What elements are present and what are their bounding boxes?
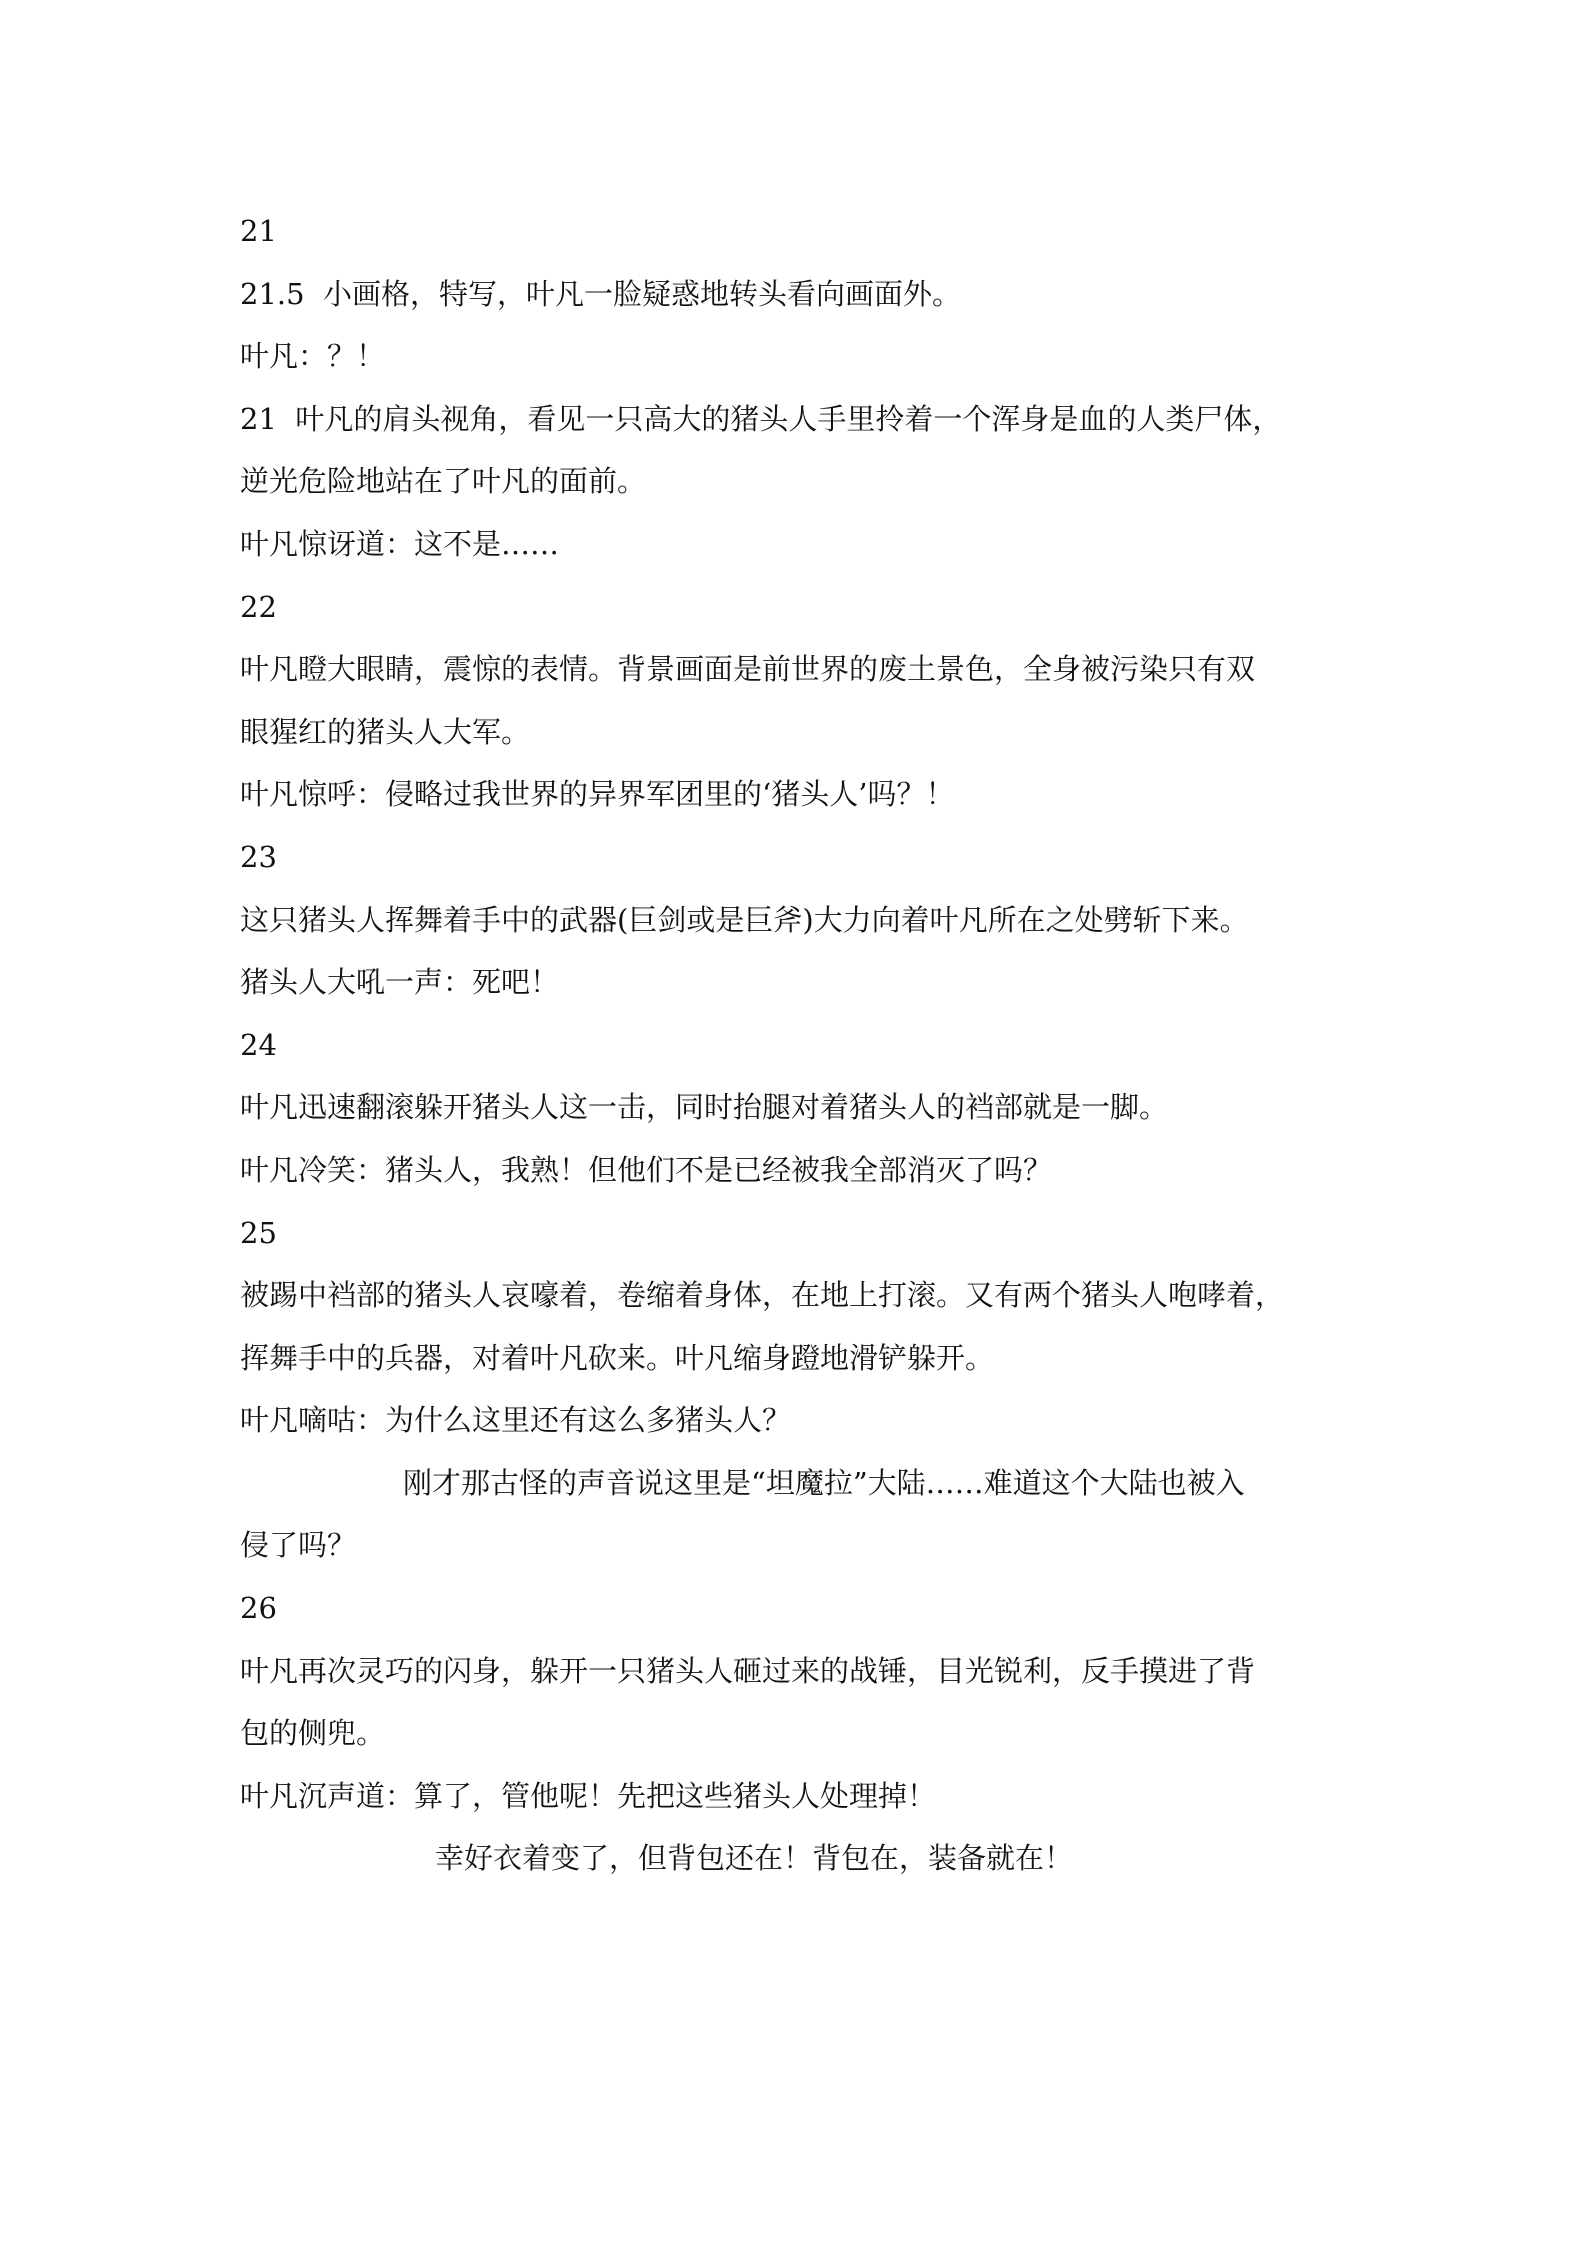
- scene-22-description-continued: 眼猩红的猪头人大军。: [240, 714, 531, 749]
- scene-21-description-continued: 逆光危险地站在了叶凡的面前。: [240, 464, 647, 499]
- scene-number-23: 23: [240, 839, 277, 874]
- script-text-block: [240, 200, 1360, 1890]
- scene-21-5-description: 21.5 小画格，特写，叶凡一脸疑惑地转头看向画面外。: [240, 276, 962, 311]
- dialogue-line: 叶凡嘀咕：为什么这里还有这么多猪头人？: [240, 1403, 792, 1438]
- scene-number-24: 24: [240, 1027, 277, 1062]
- dialogue-line: 叶凡沉声道：算了，管他呢！先把这些猪头人处理掉！: [240, 1778, 937, 1813]
- scene-23-description: 这只猪头人挥舞着手中的武器(巨剑或是巨斧)大力向着叶凡所在之处劈斩下来。: [240, 902, 1249, 937]
- scene-25-description: 被踢中裆部的猪头人哀嚎着，卷缩着身体，在地上打滚。又有两个猪头人咆哮着，: [240, 1278, 1285, 1313]
- dialogue-line: 猪头人大吼一声：死吧！: [240, 965, 560, 1000]
- scene-22-description: 叶凡瞪大眼睛，震惊的表情。背景画面是前世界的废土景色，全身被污染只有双: [240, 652, 1256, 687]
- scene-26-description-continued: 包的侧兜。: [240, 1716, 386, 1751]
- dialogue-continuation: 侵了吗？: [240, 1528, 357, 1563]
- scene-number-25: 25: [240, 1215, 277, 1250]
- scene-number-22: 22: [240, 589, 277, 624]
- dialogue-continuation: 幸好衣着变了，但背包还在！背包在，装备就在！: [435, 1841, 1074, 1876]
- scene-24-description: 叶凡迅速翻滚躲开猪头人这一击，同时抬腿对着猪头人的裆部就是一脚。: [240, 1090, 1169, 1125]
- scene-number-26: 26: [240, 1591, 277, 1626]
- dialogue-line: 叶凡冷笑：猪头人，我熟！但他们不是已经被我全部消灭了吗？: [240, 1152, 1053, 1187]
- dialogue-line: 叶凡惊讶道：这不是……: [240, 526, 560, 561]
- dialogue-continuation: 刚才那古怪的声音说这里是“坦魔拉”大陆……难道这个大陆也被入: [403, 1465, 1245, 1500]
- scene-21-description: 21 叶凡的肩头视角，看见一只高大的猪头人手里拎着一个浑身是血的人类尸体，: [240, 401, 1282, 436]
- scene-26-description: 叶凡再次灵巧的闪身，躲开一只猪头人砸过来的战锤，目光锐利，反手摸进了背: [240, 1653, 1256, 1688]
- dialogue-line: 叶凡惊呼：侵略过我世界的异界军团里的‘猪头人’吗？！: [240, 777, 955, 812]
- dialogue-line: 叶凡：？！: [240, 339, 386, 374]
- scene-number-21: 21: [240, 214, 277, 248]
- scene-25-description-continued: 挥舞手中的兵器，对着叶凡砍来。叶凡缩身蹬地滑铲躲开。: [240, 1340, 995, 1375]
